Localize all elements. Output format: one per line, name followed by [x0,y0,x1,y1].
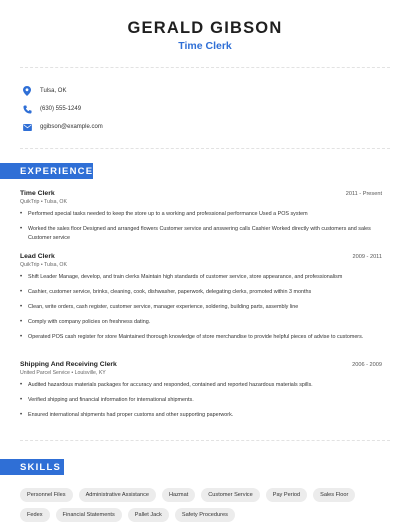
bullet-text: Ensured international shipments had proper customs and other supporting paperwork. [28,412,234,418]
job-company-line: QuikTrip • Tulsa, OK [20,262,67,268]
skill-chip: Administrative Assistance [79,488,156,502]
skill-chip: Customer Service [201,488,259,502]
candidate-title: Time Clerk [178,40,232,52]
job-bullets [20,381,382,420]
divider [20,440,390,441]
skill-chip: Safety Procedures [175,508,235,522]
experience-section-title: EXPERIENCE [0,163,93,179]
skill-chip: Fedex [20,508,50,522]
divider [20,67,390,68]
map-pin-icon [22,86,32,96]
skill-chip: Sales Floor [313,488,355,502]
job-bullets [20,273,382,342]
contact-email [22,118,103,136]
bullet-item: • Performed special tasks needed to keep the store up to a working and professional performance Used a POS system [20,211,308,217]
bullet-text: Performed special tasks needed to keep the store up to a working and professional performance Used a POS system [28,211,308,217]
bullet-text: Verified shipping and financial information for international shipments. [28,397,194,403]
skills-list [20,488,390,522]
skills-section-title: SKILLS [0,459,64,475]
contact-list [22,82,103,136]
bullet-item: • Operated POS cash register for store Maintained thorough knowledge of store merchandise to provide helpful pieces of advise to customers. [20,334,364,340]
bullet-item: • Clean, write orders, cash register, customer service, manager experience, soldering, building parts, assembly line [20,304,299,310]
job-title: Shipping And Receiving Clerk [20,361,117,368]
bullet-text: Clean, write orders, cash register, customer service, manager experience, soldering, building parts, assembly line [28,304,299,310]
location-text: Tulsa, OK [40,88,67,94]
job-company: QuikTrip [20,262,40,268]
job-location: Louisville, KY [74,370,106,376]
bullet-item: • Worked the sales floor Designed and arranged flowers Customer service and answering calls Cashier Worked directly with customers and sales Customer service [20,225,382,242]
job-company: QuikTrip [20,199,40,205]
job-entry [20,190,382,249]
bullet-item: • Verified shipping and financial information for international shipments. [20,397,194,403]
bullet-text: Audited hazardous materials packages for accuracy and responded, contained and reported hazardous materials spills. [28,382,313,388]
bullet-item: • Ensured international shipments had proper customs and other supporting paperwork. [20,412,234,418]
job-bullets [20,210,382,242]
phone-text: (630) 555-1249 [40,106,82,112]
bullet-text: Operated POS cash register for store Maintained thorough knowledge of store merchandise to provide helpful pieces of advise to customers. [28,334,364,340]
job-location: Tulsa, OK [44,199,67,205]
candidate-name: GERALD GIBSON [127,19,283,37]
divider [20,148,390,149]
mail-icon [22,122,32,132]
skill-chip: Pallet Jack [128,508,169,522]
resume-header [0,0,410,53]
phone-icon [22,104,32,114]
contact-phone [22,100,103,118]
bullet-text: Comply with company policies on freshness dating. [28,319,151,325]
bullet-item: • Shift Leader Manage, develop, and train clerks Maintain high standards of customer service, store appearance, and professionalism [20,274,343,280]
job-title: Lead Clerk [20,253,55,260]
contact-location [22,82,103,100]
job-company-line: United Parcel Service • Louisville, KY [20,370,106,376]
bullet-item: • Cashier, customer service, brinks, cleaning, cook, dishwasher, paperwork, delegating clerks, promoted within 3 months [20,289,312,295]
bullet-text: Shift Leader Manage, develop, and train clerks Maintain high standards of customer service, store appearance, and professionalism [28,274,343,280]
skill-chip: Financial Statements [56,508,122,522]
job-company-line: QuikTrip • Tulsa, OK [20,199,67,205]
skill-chip: Hazmat [162,488,195,502]
bullet-text: Cashier, customer service, brinks, cleaning, cook, dishwasher, paperwork, delegating clerks, promoted within 3 months [28,289,312,295]
job-dates: 2011 - Present [345,191,382,197]
bullet-item: • Audited hazardous materials packages for accuracy and responded, contained and reported hazardous materials spills. [20,382,313,388]
bullet-text: Worked the sales floor Designed and arranged flowers Customer service and answering calls Cashier Worked directly with customers and sales Customer service [28,226,371,241]
bullet-item: • Comply with company policies on freshness dating. [20,319,151,325]
skill-chip: Pay Period [266,488,307,502]
job-entry [20,361,382,426]
skill-chip: Personnel Files [20,488,73,502]
job-dates: 2006 - 2009 [352,362,382,368]
email-text[interactable]: ggibson@example.com [40,124,103,130]
job-company: United Parcel Service [20,370,70,376]
job-entry [20,253,382,348]
job-dates: 2009 - 2011 [352,254,382,260]
job-title: Time Clerk [20,190,55,197]
job-location: Tulsa, OK [44,262,67,268]
